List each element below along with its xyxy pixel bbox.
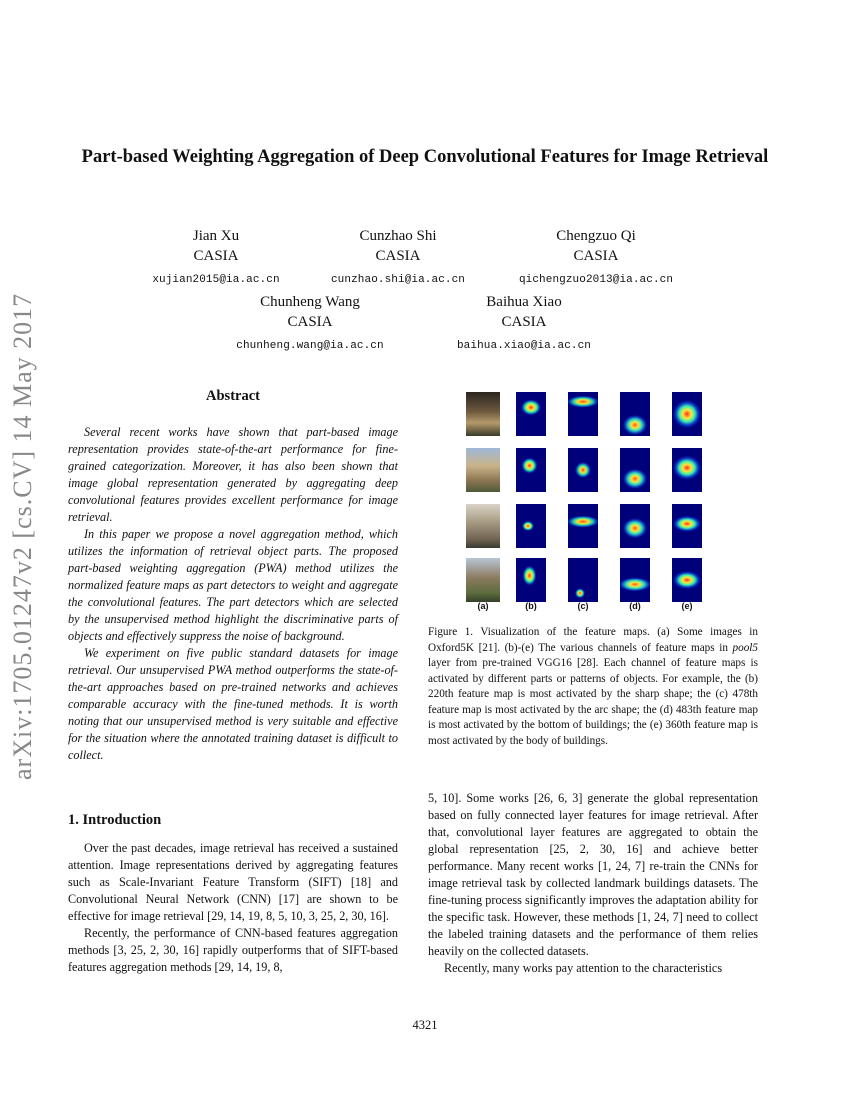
panel-label-b: (b) <box>525 601 537 611</box>
figure-1 <box>462 388 712 618</box>
author-name: Baihua Xiao <box>486 294 562 310</box>
feature-map <box>620 558 650 602</box>
author-affiliation: CASIA <box>501 314 547 330</box>
feature-map <box>568 392 598 436</box>
author-name: Jian Xu <box>192 228 240 244</box>
author-name: Chunheng Wang <box>260 294 360 310</box>
figure-caption <box>428 625 758 749</box>
feature-map <box>672 448 702 492</box>
panel-label-d: (d) <box>629 601 641 611</box>
panel-label-a: (a) <box>477 601 489 611</box>
author-name: Cunzhao Shi <box>359 228 437 244</box>
author-affiliation: CASIA <box>573 248 619 264</box>
abstract-body <box>68 424 398 764</box>
abstract-paragraph: In this paper we propose a novel aggregation method, which utilizes the information of retrieval object parts. The proposed part-based weighting aggregation (PWA) method utilizes the normalized feature maps as part detectors to weight and aggregate the convolutional features. The part detectors which are selected by the unsupervised method highlight the discriminative parts of objects and effectively suppress the noise of background. <box>68 527 398 643</box>
abstract-heading: Abstract <box>206 388 260 404</box>
author-email[interactable]: chunheng.wang@ia.ac.cn <box>236 340 384 352</box>
feature-map <box>620 392 650 436</box>
oxford-photo-thumb <box>466 448 500 492</box>
author-email[interactable]: qichengzuo2013@ia.ac.cn <box>518 274 674 286</box>
feature-map <box>568 558 598 602</box>
author-email[interactable]: baihua.xiao@ia.ac.cn <box>456 340 592 352</box>
author-3 <box>476 226 716 290</box>
page-number: 4321 <box>412 1018 438 1032</box>
abstract-paragraph: We experiment on five public standard datasets for image retrieval. Our unsupervised PWA method outperforms the state-of-the-art approaches based on pre-trained networks and achieves comparable accuracy with the fine-tuned methods. It is worth noting that our unsupervised method is very suitable and effective for the situation where the annotated training dataset is difficult to collect. <box>68 646 398 762</box>
abstract-paragraph: Several recent works have shown that part-based image representation provides state-of-the-art performance for fine-grained categorization. Moreover, it has also been shown that image global representation generated by aggregating deep convolutional features provides excellent performance for image retrieval. <box>68 425 398 524</box>
author-affiliation: CASIA <box>375 248 421 264</box>
oxford-photo-thumb <box>466 558 500 602</box>
author-affiliation: CASIA <box>193 248 239 264</box>
author-4 <box>190 292 430 356</box>
feature-map <box>672 558 702 602</box>
body-paragraph: Recently, the performance of CNN-based features aggregation methods [3, 25, 2, 30, 16] rapidly outperforms that of SIFT-based features aggregation methods [29, 14, 19, 8, <box>68 926 398 974</box>
panel-label-e: (e) <box>681 601 693 611</box>
author-name: Chengzuo Qi <box>556 228 636 244</box>
body-paragraph: Over the past decades, image retrieval has received a sustained attention. Image representations derived by aggregating features such as Scale-Invariant Feature Transform (SIFT) [18] and Convolutional Neural Network (CNN) [17] are shown to be effective for image retrieval [29, 14, 19, 8, 5, 10, 3, 25, 2, 30, 16]. <box>68 841 398 923</box>
feature-map <box>568 504 598 548</box>
introduction-left-column <box>68 840 398 976</box>
feature-map <box>568 448 598 492</box>
author-email[interactable]: cunzhao.shi@ia.ac.cn <box>330 274 466 286</box>
section-heading-introduction: 1. Introduction <box>68 812 162 828</box>
arxiv-stamp-text: arXiv:1705.01247v2 [cs.CV] 14 May 2017 <box>8 292 37 780</box>
feature-map <box>620 448 650 492</box>
arxiv-stamp <box>6 290 46 780</box>
body-paragraph: Recently, many works pay attention to the characteristics <box>444 961 723 975</box>
caption-text: Figure 1. Visualization of the feature maps. (a) Some images in Oxford5K [21]. (b)-(e) The various channels of feature maps in <box>428 626 758 654</box>
oxford-photo-thumb <box>466 392 500 436</box>
author-email[interactable]: xujian2015@ia.ac.cn <box>152 274 280 286</box>
feature-map <box>620 504 650 548</box>
feature-map <box>516 392 546 436</box>
author-5 <box>404 292 644 356</box>
oxford-photo-thumb <box>466 504 500 548</box>
feature-map <box>516 448 546 492</box>
panel-label-c: (c) <box>577 601 589 611</box>
paper-title: Part-based Weighting Aggregation of Deep Convolutional Features for Image Retrieval <box>81 147 769 167</box>
body-paragraph: 5, 10]. Some works [26, 6, 3] generate the global representation based on fully connected layer features for image retrieval. After that, convolutional layer features are aggregated to obtain the global representation [25, 2, 30, 16] and achieve better performance. Many recent works [1, 24, 7] re-train the CNNs for image retrieval task by collected landmark buildings datasets. The fine-tuning process significantly improves the adaptation ability for the specific task. However, these methods [1, 24, 7] need to collect the labeled training datasets and the performance of them relies heavily on the collected datasets. <box>428 791 758 958</box>
caption-layer-name: pool5 <box>732 641 758 654</box>
feature-map <box>672 392 702 436</box>
feature-map <box>516 504 546 548</box>
author-affiliation: CASIA <box>287 314 333 330</box>
introduction-right-column <box>428 790 758 977</box>
feature-map <box>516 558 546 602</box>
feature-map <box>672 504 702 548</box>
caption-text: layer from pre-trained VGG16 [28]. Each channel of feature maps is activated by different parts or patterns of objects. For example, the (b) 220th feature map is most activated by the sharp shape; the (c) 478th feature map is most activated by the arc shape; the (d) 483th feature map is most activated by the bottom of buildings; the (e) 360th feature map is most activated by the body of buildings. <box>428 657 758 747</box>
